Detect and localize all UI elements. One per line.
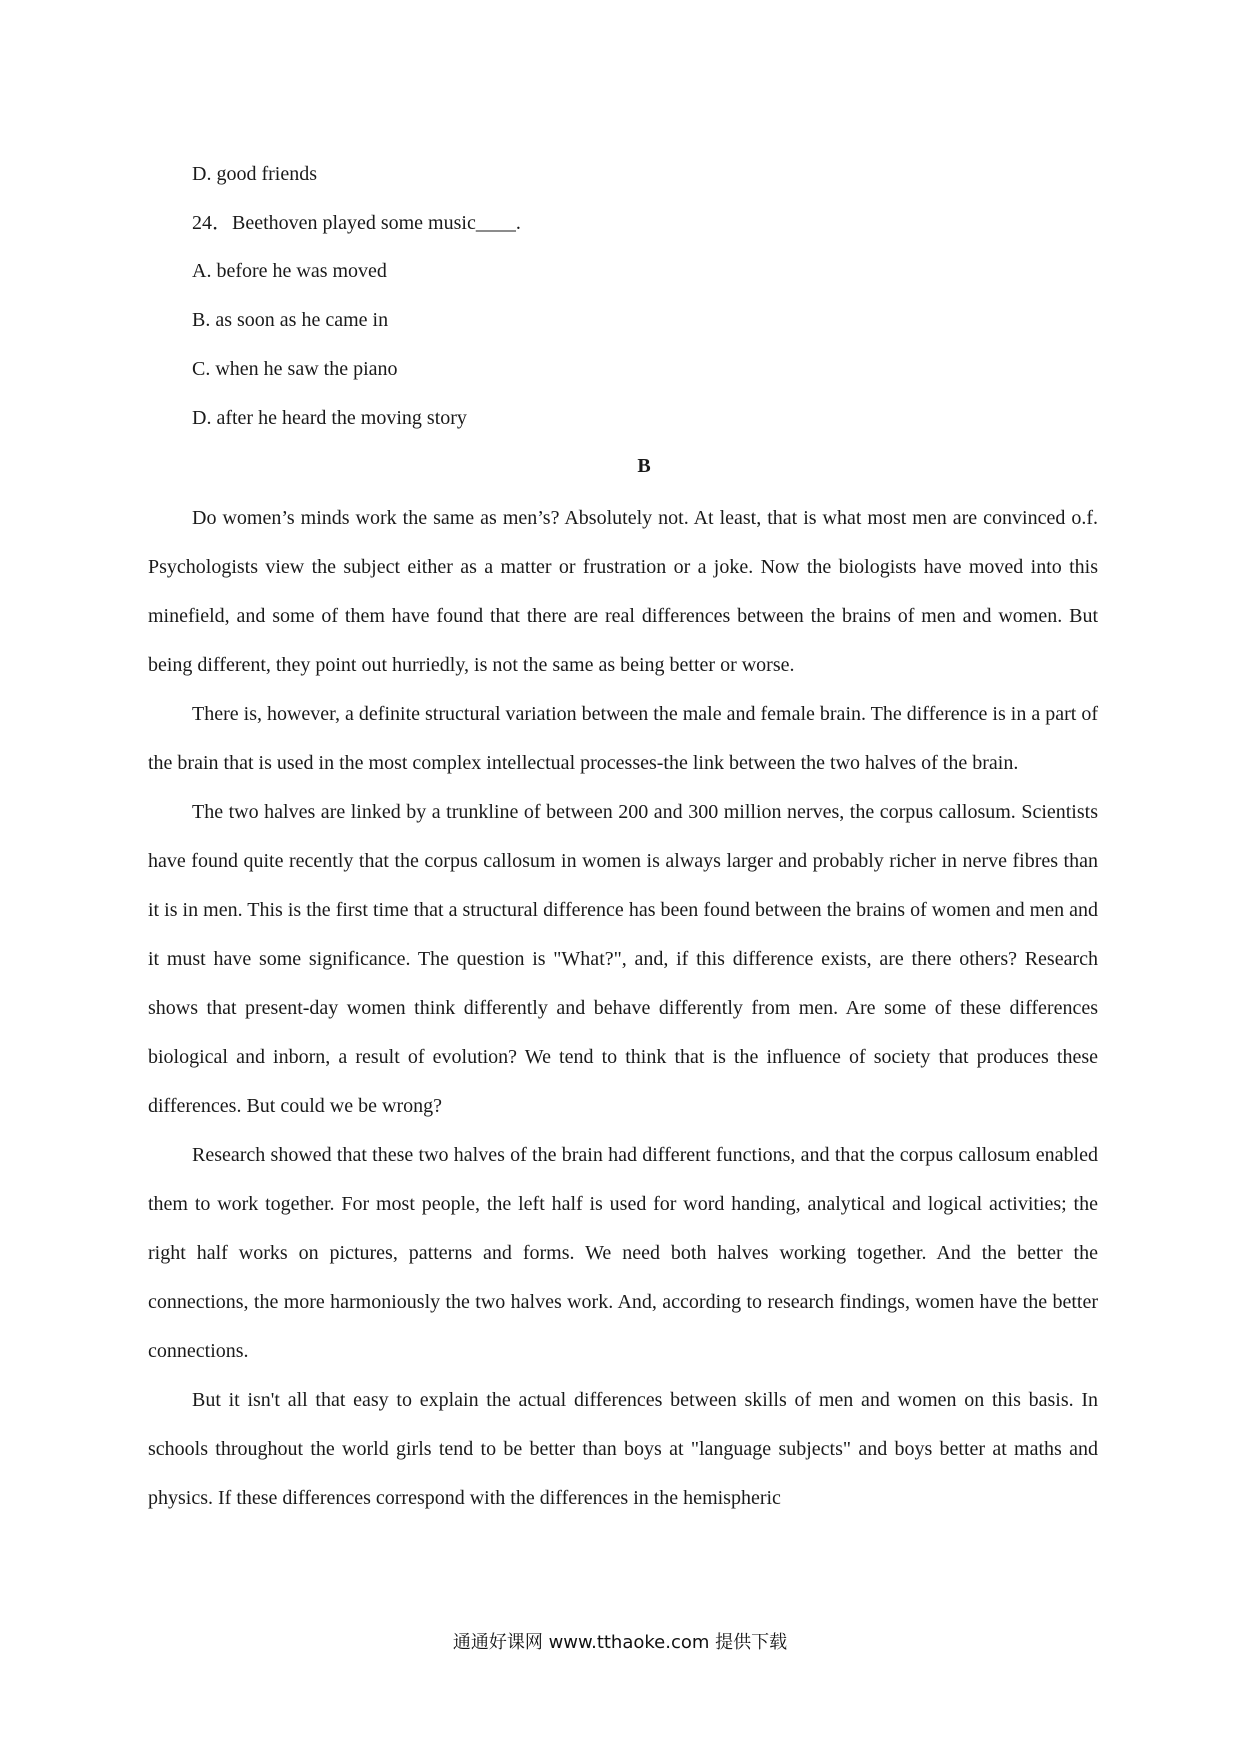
question-24-option-a: A. before he was moved — [192, 260, 387, 282]
passage-paragraph: Do women’s minds work the same as men’s? Absolutely not. At least, that is what most men are convinced o.f. Psychologists view the subject either as a matter or frustration or a joke. Now the biologists have moved into this minefield, and some of them have found that there are real differences between the brains of men and women. But being different, they point out hurriedly, is not the same as being better or worse. — [148, 507, 1098, 676]
previous-question-option-d: D. good friends — [192, 163, 317, 185]
passage-paragraph: The two halves are linked by a trunkline of between 200 and 300 million nerves, the corpus callosum. Scientists have found quite recently that the corpus callosum in women is always larger and probably richer in nerve fibres than it is in men. This is the first time that a structural difference has been found between the brains of women and men and it must have some significance. The question is "What?", and, if this difference exists, are there others? Research shows that present-day women think differently and behave differently from men. Are some of these differences biological and inborn, a result of evolution? We tend to think that is the influence of society that produces these differences. But could we be wrong? — [148, 801, 1098, 1117]
question-24-stem: 24．Beethoven played some music____. — [192, 212, 521, 234]
section-title: B — [637, 455, 651, 477]
passage-paragraph: There is, however, a definite structural variation between the male and female brain. The difference is in a part of the brain that is used in the most complex intellectual processes-the link between the two halves of the brain. — [148, 703, 1098, 774]
passage-paragraph: But it isn't all that easy to explain the actual differences between skills of men and women on this basis. In schools throughout the world girls tend to be better than boys at "language subjects" and boys better at maths and physics. If these differences correspond with the differences in the hemispheric — [148, 1389, 1098, 1509]
question-24-option-b: B. as soon as he came in — [192, 309, 389, 331]
question-24-option-d: D. after he heard the moving story — [192, 407, 467, 429]
passage-paragraph: Research showed that these two halves of the brain had different functions, and that the corpus callosum enabled them to work together. For most people, the left half is used for word handing, analytical and logical activities; the right half works on pictures, patterns and forms. We need both halves working together. And the better the connections, the more harmoniously the two halves work. And, according to research findings, women have the better connections. — [148, 1144, 1098, 1362]
question-24-option-c: C. when he saw the piano — [192, 358, 398, 380]
page-footer: 通通好课网 www.tthaoke.com 提供下载 — [452, 1632, 788, 1653]
reading-passage — [148, 494, 1098, 1523]
